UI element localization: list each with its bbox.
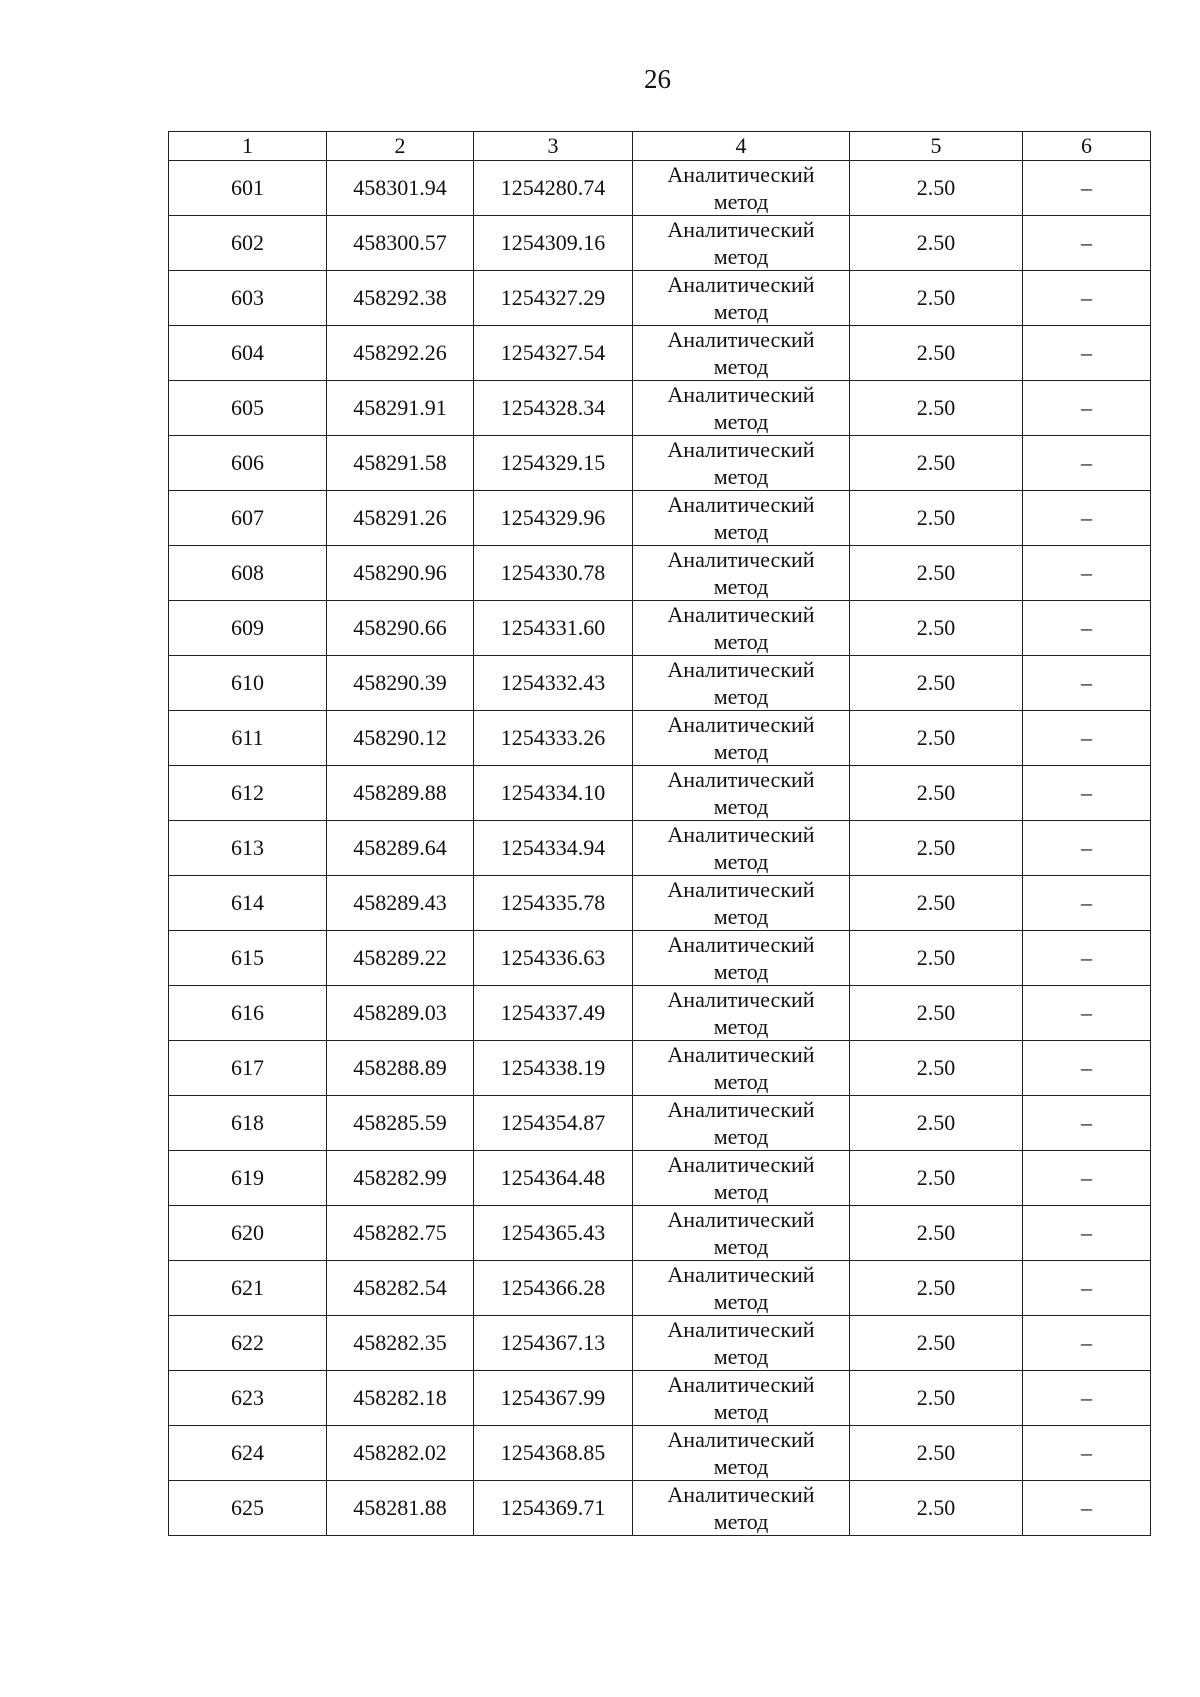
point-number-cell: 603 xyxy=(169,271,327,326)
accuracy-cell: 2.50 xyxy=(850,216,1023,271)
y-coordinate-cell: 1254368.85 xyxy=(474,1426,633,1481)
method-cell xyxy=(633,271,850,326)
point-number-cell: 607 xyxy=(169,491,327,546)
table-header xyxy=(169,132,1151,161)
accuracy-cell: 2.50 xyxy=(850,1096,1023,1151)
x-coordinate-cell: 458289.64 xyxy=(327,821,474,876)
x-coordinate-cell: 458285.59 xyxy=(327,1096,474,1151)
method-cell xyxy=(633,216,850,271)
point-number-cell: 606 xyxy=(169,436,327,491)
accuracy-cell: 2.50 xyxy=(850,1041,1023,1096)
point-number-cell: 625 xyxy=(169,1481,327,1536)
y-coordinate-cell: 1254329.15 xyxy=(474,436,633,491)
accuracy-cell: 2.50 xyxy=(850,436,1023,491)
y-coordinate-cell: 1254367.13 xyxy=(474,1316,633,1371)
y-coordinate-cell: 1254369.71 xyxy=(474,1481,633,1536)
coordinates-table xyxy=(168,131,1151,1536)
note-cell: – xyxy=(1023,161,1151,216)
accuracy-cell: 2.50 xyxy=(850,766,1023,821)
method-cell xyxy=(633,381,850,436)
x-coordinate-cell: 458290.66 xyxy=(327,601,474,656)
accuracy-cell: 2.50 xyxy=(850,1481,1023,1536)
x-coordinate-cell: 458290.96 xyxy=(327,546,474,601)
method-line-1: Аналитический xyxy=(667,1097,815,1122)
x-coordinate-cell: 458289.43 xyxy=(327,876,474,931)
table-row xyxy=(169,271,1151,326)
accuracy-cell: 2.50 xyxy=(850,876,1023,931)
method-line-2: метод xyxy=(713,1344,769,1369)
x-coordinate-cell: 458301.94 xyxy=(327,161,474,216)
x-coordinate-cell: 458282.99 xyxy=(327,1151,474,1206)
method-cell xyxy=(633,161,850,216)
table-row xyxy=(169,436,1151,491)
method-cell xyxy=(633,1316,850,1371)
method-line-2: метод xyxy=(713,1014,769,1039)
x-coordinate-cell: 458291.26 xyxy=(327,491,474,546)
accuracy-cell: 2.50 xyxy=(850,601,1023,656)
header-row xyxy=(169,132,1151,161)
table-row xyxy=(169,1316,1151,1371)
y-coordinate-cell: 1254334.10 xyxy=(474,766,633,821)
x-coordinate-cell: 458289.88 xyxy=(327,766,474,821)
table-row xyxy=(169,216,1151,271)
y-coordinate-cell: 1254334.94 xyxy=(474,821,633,876)
note-cell: – xyxy=(1023,436,1151,491)
method-line-2: метод xyxy=(713,1399,769,1424)
method-line-2: метод xyxy=(713,464,769,489)
y-coordinate-cell: 1254337.49 xyxy=(474,986,633,1041)
table-row xyxy=(169,1426,1151,1481)
method-cell xyxy=(633,931,850,986)
table-row xyxy=(169,1151,1151,1206)
y-coordinate-cell: 1254327.29 xyxy=(474,271,633,326)
y-coordinate-cell: 1254309.16 xyxy=(474,216,633,271)
x-coordinate-cell: 458290.12 xyxy=(327,711,474,766)
x-coordinate-cell: 458290.39 xyxy=(327,656,474,711)
accuracy-cell: 2.50 xyxy=(850,656,1023,711)
x-coordinate-cell: 458282.18 xyxy=(327,1371,474,1426)
method-line-1: Аналитический xyxy=(667,987,815,1012)
point-number-cell: 619 xyxy=(169,1151,327,1206)
y-coordinate-cell: 1254328.34 xyxy=(474,381,633,436)
method-cell xyxy=(633,1151,850,1206)
method-line-2: метод xyxy=(713,1509,769,1534)
method-cell xyxy=(633,326,850,381)
accuracy-cell: 2.50 xyxy=(850,711,1023,766)
point-number-cell: 620 xyxy=(169,1206,327,1261)
note-cell: – xyxy=(1023,1426,1151,1481)
y-coordinate-cell: 1254365.43 xyxy=(474,1206,633,1261)
note-cell: – xyxy=(1023,1261,1151,1316)
point-number-cell: 610 xyxy=(169,656,327,711)
note-cell: – xyxy=(1023,656,1151,711)
point-number-cell: 608 xyxy=(169,546,327,601)
method-line-2: метод xyxy=(713,1179,769,1204)
y-coordinate-cell: 1254336.63 xyxy=(474,931,633,986)
method-line-1: Аналитический xyxy=(667,1317,815,1342)
method-line-1: Аналитический xyxy=(667,1262,815,1287)
table-row xyxy=(169,601,1151,656)
y-coordinate-cell: 1254366.28 xyxy=(474,1261,633,1316)
note-cell: – xyxy=(1023,1096,1151,1151)
method-cell xyxy=(633,1426,850,1481)
note-cell: – xyxy=(1023,1316,1151,1371)
method-line-1: Аналитический xyxy=(667,932,815,957)
table-row xyxy=(169,1261,1151,1316)
method-cell xyxy=(633,436,850,491)
table-row xyxy=(169,326,1151,381)
table-row xyxy=(169,1096,1151,1151)
method-line-1: Аналитический xyxy=(667,1042,815,1067)
point-number-cell: 609 xyxy=(169,601,327,656)
method-line-2: метод xyxy=(713,629,769,654)
method-cell xyxy=(633,711,850,766)
method-line-1: Аналитический xyxy=(667,1427,815,1452)
note-cell: – xyxy=(1023,931,1151,986)
x-coordinate-cell: 458282.02 xyxy=(327,1426,474,1481)
point-number-cell: 602 xyxy=(169,216,327,271)
note-cell: – xyxy=(1023,546,1151,601)
method-cell xyxy=(633,491,850,546)
method-line-2: метод xyxy=(713,904,769,929)
method-line-2: метод xyxy=(713,739,769,764)
method-cell xyxy=(633,1371,850,1426)
method-cell xyxy=(633,601,850,656)
accuracy-cell: 2.50 xyxy=(850,1426,1023,1481)
note-cell: – xyxy=(1023,876,1151,931)
method-line-2: метод xyxy=(713,849,769,874)
accuracy-cell: 2.50 xyxy=(850,1261,1023,1316)
method-cell xyxy=(633,1481,850,1536)
point-number-cell: 611 xyxy=(169,711,327,766)
x-coordinate-cell: 458289.22 xyxy=(327,931,474,986)
method-line-1: Аналитический xyxy=(667,1482,815,1507)
accuracy-cell: 2.50 xyxy=(850,931,1023,986)
method-line-2: метод xyxy=(713,1454,769,1479)
header-col-6: 6 xyxy=(1023,132,1151,161)
method-line-2: метод xyxy=(713,574,769,599)
x-coordinate-cell: 458282.75 xyxy=(327,1206,474,1261)
note-cell: – xyxy=(1023,601,1151,656)
method-line-2: метод xyxy=(713,1124,769,1149)
method-cell xyxy=(633,821,850,876)
method-line-2: метод xyxy=(713,1234,769,1259)
method-line-2: метод xyxy=(713,519,769,544)
method-line-1: Аналитический xyxy=(667,217,815,242)
x-coordinate-cell: 458291.91 xyxy=(327,381,474,436)
method-line-1: Аналитический xyxy=(667,547,815,572)
header-col-2: 2 xyxy=(327,132,474,161)
method-line-2: метод xyxy=(713,409,769,434)
y-coordinate-cell: 1254327.54 xyxy=(474,326,633,381)
method-line-1: Аналитический xyxy=(667,162,815,187)
accuracy-cell: 2.50 xyxy=(850,986,1023,1041)
header-col-4: 4 xyxy=(633,132,850,161)
table-row xyxy=(169,766,1151,821)
header-col-1: 1 xyxy=(169,132,327,161)
note-cell: – xyxy=(1023,821,1151,876)
method-cell xyxy=(633,986,850,1041)
accuracy-cell: 2.50 xyxy=(850,381,1023,436)
point-number-cell: 616 xyxy=(169,986,327,1041)
x-coordinate-cell: 458288.89 xyxy=(327,1041,474,1096)
method-line-2: метод xyxy=(713,244,769,269)
table-row xyxy=(169,1481,1151,1536)
table-row xyxy=(169,711,1151,766)
note-cell: – xyxy=(1023,1371,1151,1426)
accuracy-cell: 2.50 xyxy=(850,1316,1023,1371)
y-coordinate-cell: 1254335.78 xyxy=(474,876,633,931)
method-line-2: метод xyxy=(713,1289,769,1314)
method-line-1: Аналитический xyxy=(667,1152,815,1177)
accuracy-cell: 2.50 xyxy=(850,546,1023,601)
y-coordinate-cell: 1254280.74 xyxy=(474,161,633,216)
accuracy-cell: 2.50 xyxy=(850,271,1023,326)
point-number-cell: 617 xyxy=(169,1041,327,1096)
method-line-1: Аналитический xyxy=(667,272,815,297)
method-line-1: Аналитический xyxy=(667,382,815,407)
point-number-cell: 615 xyxy=(169,931,327,986)
table-row xyxy=(169,656,1151,711)
method-cell xyxy=(633,1041,850,1096)
method-line-1: Аналитический xyxy=(667,712,815,737)
method-line-1: Аналитический xyxy=(667,1372,815,1397)
method-cell xyxy=(633,766,850,821)
accuracy-cell: 2.50 xyxy=(850,1151,1023,1206)
header-col-5: 5 xyxy=(850,132,1023,161)
method-cell xyxy=(633,656,850,711)
point-number-cell: 604 xyxy=(169,326,327,381)
note-cell: – xyxy=(1023,1151,1151,1206)
x-coordinate-cell: 458291.58 xyxy=(327,436,474,491)
y-coordinate-cell: 1254329.96 xyxy=(474,491,633,546)
table-row xyxy=(169,1041,1151,1096)
accuracy-cell: 2.50 xyxy=(850,821,1023,876)
point-number-cell: 624 xyxy=(169,1426,327,1481)
y-coordinate-cell: 1254330.78 xyxy=(474,546,633,601)
method-line-2: метод xyxy=(713,189,769,214)
table-row xyxy=(169,161,1151,216)
point-number-cell: 613 xyxy=(169,821,327,876)
table-row xyxy=(169,381,1151,436)
table-row xyxy=(169,491,1151,546)
point-number-cell: 612 xyxy=(169,766,327,821)
method-line-1: Аналитический xyxy=(667,327,815,352)
method-line-2: метод xyxy=(713,684,769,709)
method-line-1: Аналитический xyxy=(667,657,815,682)
y-coordinate-cell: 1254364.48 xyxy=(474,1151,633,1206)
y-coordinate-cell: 1254332.43 xyxy=(474,656,633,711)
x-coordinate-cell: 458282.35 xyxy=(327,1316,474,1371)
accuracy-cell: 2.50 xyxy=(850,491,1023,546)
method-line-1: Аналитический xyxy=(667,767,815,792)
y-coordinate-cell: 1254338.19 xyxy=(474,1041,633,1096)
table-row xyxy=(169,876,1151,931)
note-cell: – xyxy=(1023,1481,1151,1536)
table-row xyxy=(169,1206,1151,1261)
method-line-1: Аналитический xyxy=(667,1207,815,1232)
note-cell: – xyxy=(1023,491,1151,546)
method-line-1: Аналитический xyxy=(667,437,815,462)
x-coordinate-cell: 458292.26 xyxy=(327,326,474,381)
table-row xyxy=(169,821,1151,876)
method-cell xyxy=(633,876,850,931)
point-number-cell: 614 xyxy=(169,876,327,931)
point-number-cell: 623 xyxy=(169,1371,327,1426)
method-line-1: Аналитический xyxy=(667,492,815,517)
method-line-2: метод xyxy=(713,1069,769,1094)
x-coordinate-cell: 458281.88 xyxy=(327,1481,474,1536)
table-body xyxy=(169,161,1151,1536)
note-cell: – xyxy=(1023,1041,1151,1096)
note-cell: – xyxy=(1023,216,1151,271)
page-number: 26 xyxy=(644,64,671,94)
accuracy-cell: 2.50 xyxy=(850,161,1023,216)
note-cell: – xyxy=(1023,986,1151,1041)
method-line-1: Аналитический xyxy=(667,602,815,627)
note-cell: – xyxy=(1023,711,1151,766)
table-row xyxy=(169,1371,1151,1426)
note-cell: – xyxy=(1023,381,1151,436)
method-line-2: метод xyxy=(713,959,769,984)
accuracy-cell: 2.50 xyxy=(850,1206,1023,1261)
x-coordinate-cell: 458289.03 xyxy=(327,986,474,1041)
header-col-3: 3 xyxy=(474,132,633,161)
point-number-cell: 622 xyxy=(169,1316,327,1371)
table-row xyxy=(169,986,1151,1041)
table-row xyxy=(169,931,1151,986)
point-number-cell: 605 xyxy=(169,381,327,436)
method-line-2: метод xyxy=(713,299,769,324)
point-number-cell: 618 xyxy=(169,1096,327,1151)
method-line-1: Аналитический xyxy=(667,822,815,847)
y-coordinate-cell: 1254367.99 xyxy=(474,1371,633,1426)
y-coordinate-cell: 1254331.60 xyxy=(474,601,633,656)
method-cell xyxy=(633,546,850,601)
note-cell: – xyxy=(1023,766,1151,821)
method-line-2: метод xyxy=(713,354,769,379)
method-line-1: Аналитический xyxy=(667,877,815,902)
method-cell xyxy=(633,1206,850,1261)
method-line-2: метод xyxy=(713,794,769,819)
point-number-cell: 621 xyxy=(169,1261,327,1316)
table-row xyxy=(169,546,1151,601)
point-number-cell: 601 xyxy=(169,161,327,216)
accuracy-cell: 2.50 xyxy=(850,1371,1023,1426)
note-cell: – xyxy=(1023,271,1151,326)
x-coordinate-cell: 458292.38 xyxy=(327,271,474,326)
method-cell xyxy=(633,1261,850,1316)
accuracy-cell: 2.50 xyxy=(850,326,1023,381)
y-coordinate-cell: 1254333.26 xyxy=(474,711,633,766)
note-cell: – xyxy=(1023,326,1151,381)
y-coordinate-cell: 1254354.87 xyxy=(474,1096,633,1151)
method-cell xyxy=(633,1096,850,1151)
x-coordinate-cell: 458282.54 xyxy=(327,1261,474,1316)
note-cell: – xyxy=(1023,1206,1151,1261)
x-coordinate-cell: 458300.57 xyxy=(327,216,474,271)
